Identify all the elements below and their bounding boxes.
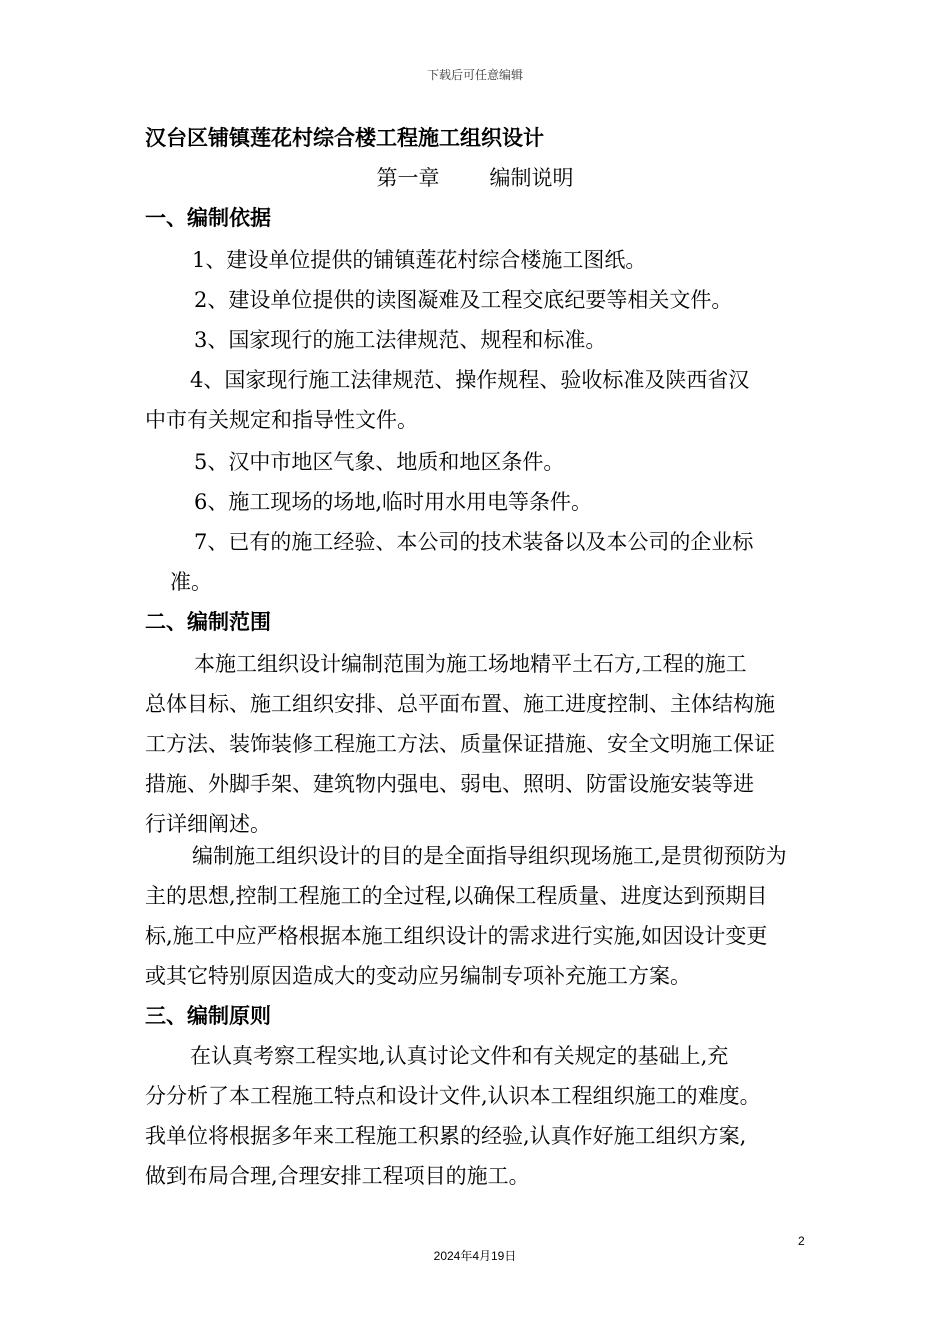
paragraph-line: 分分析了本工程施工特点和设计文件,认识本工程组织施工的难度。 [145, 1084, 761, 1108]
paragraph-line: 4、国家现行施工法律规范、操作规程、验收标准及陕西省汉 [190, 368, 750, 392]
footer-date: 2024年4月19日 [433, 1249, 517, 1263]
paragraph-line: 7、已有的施工经验、本公司的技术装备以及本公司的企业标 [194, 530, 754, 554]
paragraph-line: 或其它特别原因造成大的变动应另编制专项补充施工方案。 [145, 964, 691, 988]
paragraph-line: 在认真考察工程实地,认真讨论文件和有关规定的基础上,充 [190, 1044, 729, 1068]
paragraph-line: 我单位将根据多年来工程施工积累的经验,认真作好施工组织方案, [145, 1124, 747, 1148]
paragraph-line: 3、国家现行的施工法律规范、规程和标准。 [194, 328, 607, 352]
chapter-heading [0, 162, 950, 192]
paragraph-line: 编制施工组织设计的目的是全面指导组织现场施工,是贯彻预防为 [192, 844, 787, 868]
section-heading-scope: 二、编制范围 [145, 610, 271, 634]
paragraph-line: 准。 [170, 570, 212, 594]
section-heading-principles: 三、编制原则 [145, 1004, 271, 1028]
paragraph-line: 6、施工现场的场地,临时用水用电等条件。 [194, 490, 593, 514]
paragraph-line: 工方法、装饰装修工程施工方法、质量保证措施、安全文明施工保证 [145, 732, 775, 756]
paragraph-line: 标,施工中应严格根据本施工组织设计的需求进行实施,如因设计变更 [145, 924, 768, 948]
page-number: 2 [798, 1234, 805, 1248]
paragraph-line: 主的思想,控制工程施工的全过程,以确保工程质量、进度达到预期目 [145, 884, 768, 908]
document-title: 汉台区铺镇莲花村综合楼工程施工组织设计 [145, 126, 544, 150]
paragraph-line: 1、建设单位提供的铺镇莲花村综合楼施工图纸。 [192, 248, 647, 272]
chapter-name: 编制说明 [489, 166, 574, 190]
paragraph-line: 5、汉中市地区气象、地质和地区条件。 [194, 450, 565, 474]
paragraph-line: 做到布局合理,合理安排工程项目的施工。 [145, 1164, 530, 1188]
paragraph-line: 总体目标、施工组织安排、总平面布置、施工进度控制、主体结构施 [145, 692, 775, 716]
paragraph-line: 措施、外脚手架、建筑物内强电、弱电、照明、防雷设施安装等进 [145, 772, 754, 796]
chapter-number: 第一章 [376, 166, 440, 190]
paragraph-line: 本施工组织设计编制范围为施工场地精平土石方,工程的施工 [194, 652, 747, 676]
paragraph-line: 行详细阐述。 [145, 812, 271, 836]
header-note: 下载后可任意编辑 [426, 68, 523, 82]
paragraph-line: 中市有关规定和指导性文件。 [145, 408, 418, 432]
paragraph-line: 2、建设单位提供的读图凝难及工程交底纪要等相关文件。 [194, 288, 733, 312]
section-heading-basis: 一、编制依据 [145, 206, 271, 230]
